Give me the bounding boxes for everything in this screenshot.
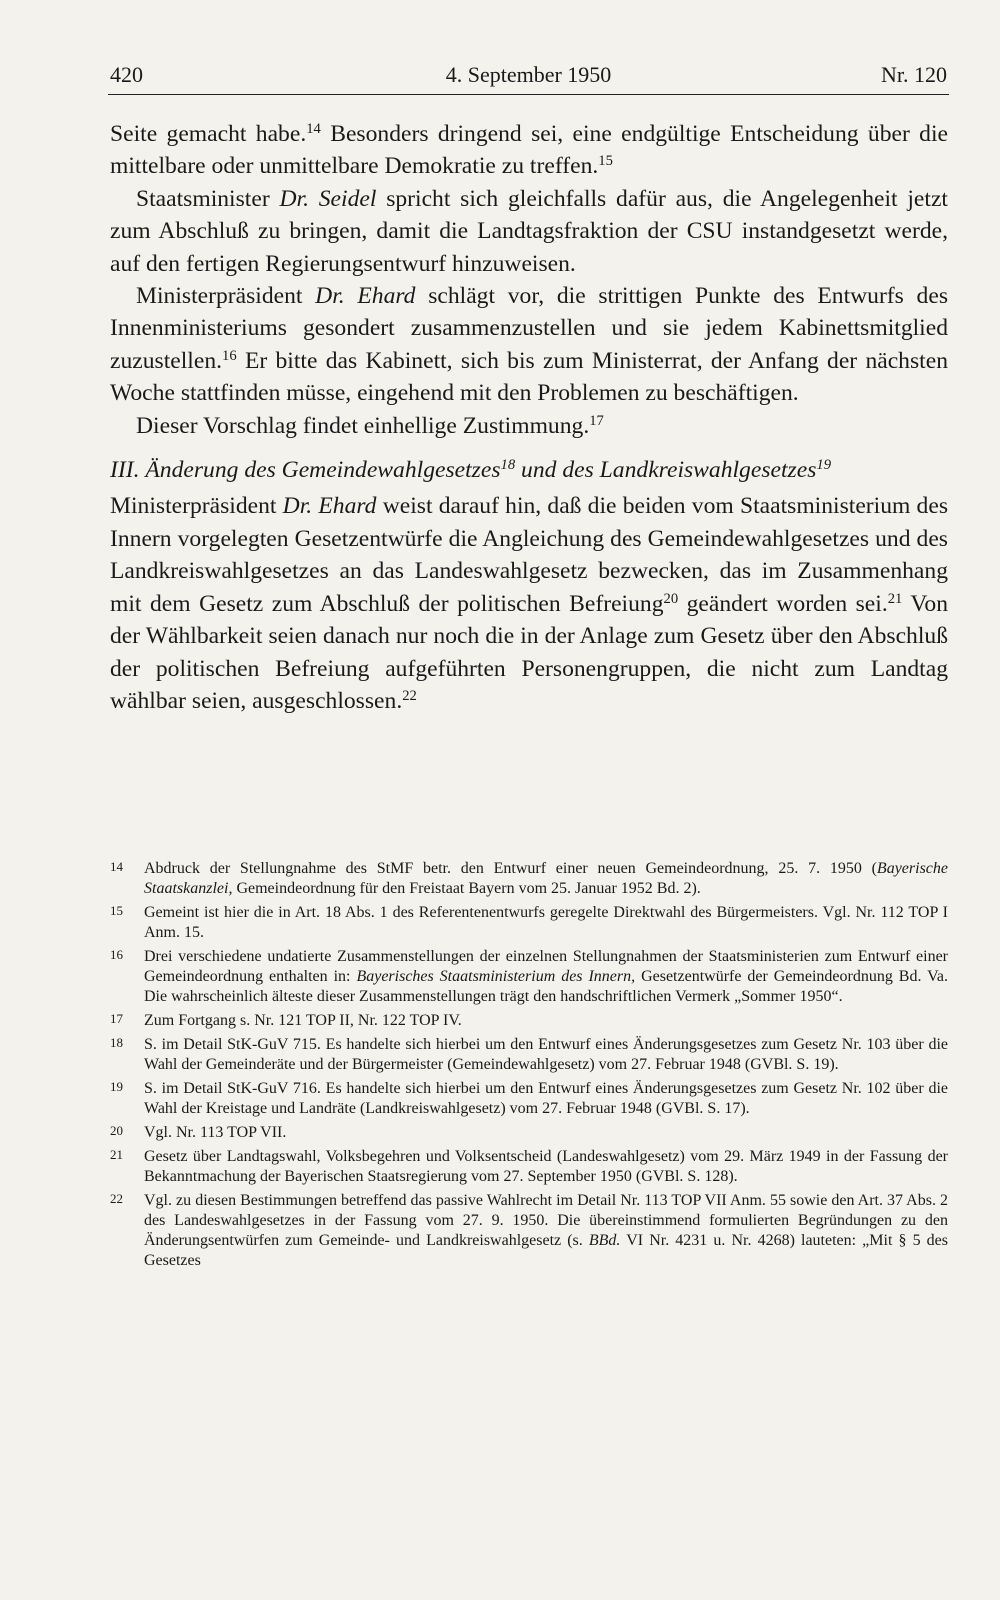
footnote-ref: 21 xyxy=(887,590,903,607)
footnote-ref: 16 xyxy=(222,347,237,364)
footnote: 17 Zum Fortgang s. Nr. 121 TOP II, Nr. 122 TOP IV. xyxy=(110,1011,462,1029)
header-date: 4. September 1950 xyxy=(445,62,612,87)
footnote-number: 15 xyxy=(110,903,123,918)
footnote-number: 22 xyxy=(110,1191,123,1206)
footnote-number: 19 xyxy=(110,1079,123,1094)
footnotes xyxy=(110,859,948,1275)
footnote: 16 Drei verschiedene undatierte Zusammenstellungen der einzelnen Stellungnahmen der Staatsministerien zum Entwurf einer Gemeindeordnung enthalten in: Bayerisches Staatsministerium des Innern, Gesetzentwürfe der Gemeindeordnung Bd. Va. Die wahrscheinlich älteste dieser Zusammenstellungen trägt den handschriftlichen Vermerk „Sommer 1950“. xyxy=(110,947,948,1005)
paragraph-1: Seite gemacht habe.$^{14}$ Besonders dringend sei, eine endgültige Entscheidung über die mittelbare oder unmittelbare Demokratie zu treffen.$^{15}$ xyxy=(110,120,948,180)
header-issue-number: Nr. 120 xyxy=(881,62,947,87)
footnote-ref: 15 xyxy=(598,153,613,170)
footnote-ref: 18 xyxy=(500,457,516,474)
footnote-number: 20 xyxy=(110,1123,123,1138)
footnote: 14 Abdruck der Stellungnahme des StMF betr. den Entwurf einer neuen Gemeindeordnung, 25. 7. 1950 (Bayerische Staatskanzlei, Gemeindeordnung für den Freistaat Bayern vom 25. Januar 1952 Bd. 2). xyxy=(110,859,948,897)
footnote: 19 S. im Detail StK-GuV 716. Es handelte sich hierbei um den Entwurf eines Änderungsgesetzes zum Gesetz Nr. 102 über die Wahl der Kreistage und Landräte (Landkreiswahlgesetz) vom 27. Februar 1948 (GVBl. S. 17). xyxy=(110,1079,948,1117)
paragraph-4: Dieser Vorschlag findet einhellige Zustimmung.$^{17}$ xyxy=(136,412,604,439)
section-heading: III. Änderung des Gemeindewahlgesetzes$^{18}$ und des Landkreiswahlgesetzes$^{19}$ xyxy=(110,457,832,484)
paragraph-2: Staatsminister Dr. Seidel spricht sich gleichfalls dafür aus, die Angelegenheit jetzt zum Abschluß zu bringen, damit die Landtagsfraktion der CSU instandgesetzt werde, auf den fertigen Regierungsentwurf hinzuweisen. xyxy=(110,185,948,277)
person-name: Dr. Ehard xyxy=(282,493,377,520)
footnote: 22 Vgl. zu diesen Bestimmungen betreffend das passive Wahlrecht im Detail Nr. 113 TOP VII Anm. 55 sowie den Art. 37 Abs. 2 des Landeswahlgesetzes in der Fassung vom 27. 9. 1950. Die übereinstimmend formulierten Begründungen zu den Änderungsentwürfen zum Gemeinde- und Landkreiswahlgesetz (s. BBd. VI Nr. 4231 u. Nr. 4268) lauteten: „Mit § 5 des Gesetzes xyxy=(110,1191,948,1269)
footnote-ref: 17 xyxy=(589,412,604,429)
footnote: 18 S. im Detail StK-GuV 715. Es handelte sich hierbei um den Entwurf eines Änderungsgesetzes zum Gesetz Nr. 103 über die Wahl der Gemeinderäte und der Bürgermeister (Gemeindewahlgesetz) vom 27. Februar 1948 (GVBl. S. 19). xyxy=(110,1035,948,1073)
footnote: 21 Gesetz über Landtagswahl, Volksbegehren und Volksentscheid (Landeswahlgesetz) vom 29. März 1949 in der Fassung der Bekanntmachung der Bayerischen Staatsregierung vom 27. September 1950 (GVBl. S. 128). xyxy=(110,1147,948,1185)
main-text xyxy=(110,118,948,717)
footnote-number: 16 xyxy=(110,947,123,962)
person-name: Dr. Seidel xyxy=(279,185,377,212)
footnote-number: 21 xyxy=(110,1147,123,1162)
running-header xyxy=(108,60,949,95)
footnote-ref: 14 xyxy=(306,120,321,137)
paragraph-3: Ministerpräsident Dr. Ehard schlägt vor, die strittigen Punkte des Entwurfs des Innenministeriums gesondert zusammenzustellen und sie jedem Kabinettsmitglied zuzustellen.$^{16}$ Er bitte das Kabinett, sich bis zum Ministerrat, der Anfang der nächsten Woche stattfinden müsse, eingehend mit den Problemen zu beschäftigen. xyxy=(110,283,949,407)
person-name: Dr. Ehard xyxy=(315,283,416,310)
page-number: 420 xyxy=(110,62,143,87)
footnote-number: 14 xyxy=(110,859,123,874)
footnote-ref: 20 xyxy=(663,590,679,607)
footnote-number: 17 xyxy=(110,1011,123,1026)
footnote-ref: 19 xyxy=(816,457,832,474)
footnote-ref: 22 xyxy=(402,687,417,704)
footnote: 15 Gemeint ist hier die in Art. 18 Abs. 1 des Referentenentwurfs geregelte Direktwahl des Bürgermeisters. Vgl. Nr. 112 TOP I Anm. 15. xyxy=(110,903,948,941)
footnote-number: 18 xyxy=(110,1035,123,1050)
paragraph-5: Ministerpräsident Dr. Ehard weist darauf hin, daß die beiden vom Staatsministerium des Innern vorgelegten Gesetzentwürfe die Angleichung des Gemeindewahlgesetzes und des Landkreiswahlgesetzes an das Landeswahlgesetz bezwecken, das im Zusammenhang mit dem Gesetz zum Abschluß der politischen Befreiung$^{20}$ geändert worden sei.$^{21}$ Von der Wählbarkeit seien danach nur noch die in der Anlage zum Gesetz über den Abschluß der politischen Befreiung aufgeführten Personengruppen, die nicht zum Landtag wählbar seien, ausgeschlossen.$^{22}$ xyxy=(110,493,949,714)
footnote: 20 Vgl. Nr. 113 TOP VII. xyxy=(110,1123,287,1141)
